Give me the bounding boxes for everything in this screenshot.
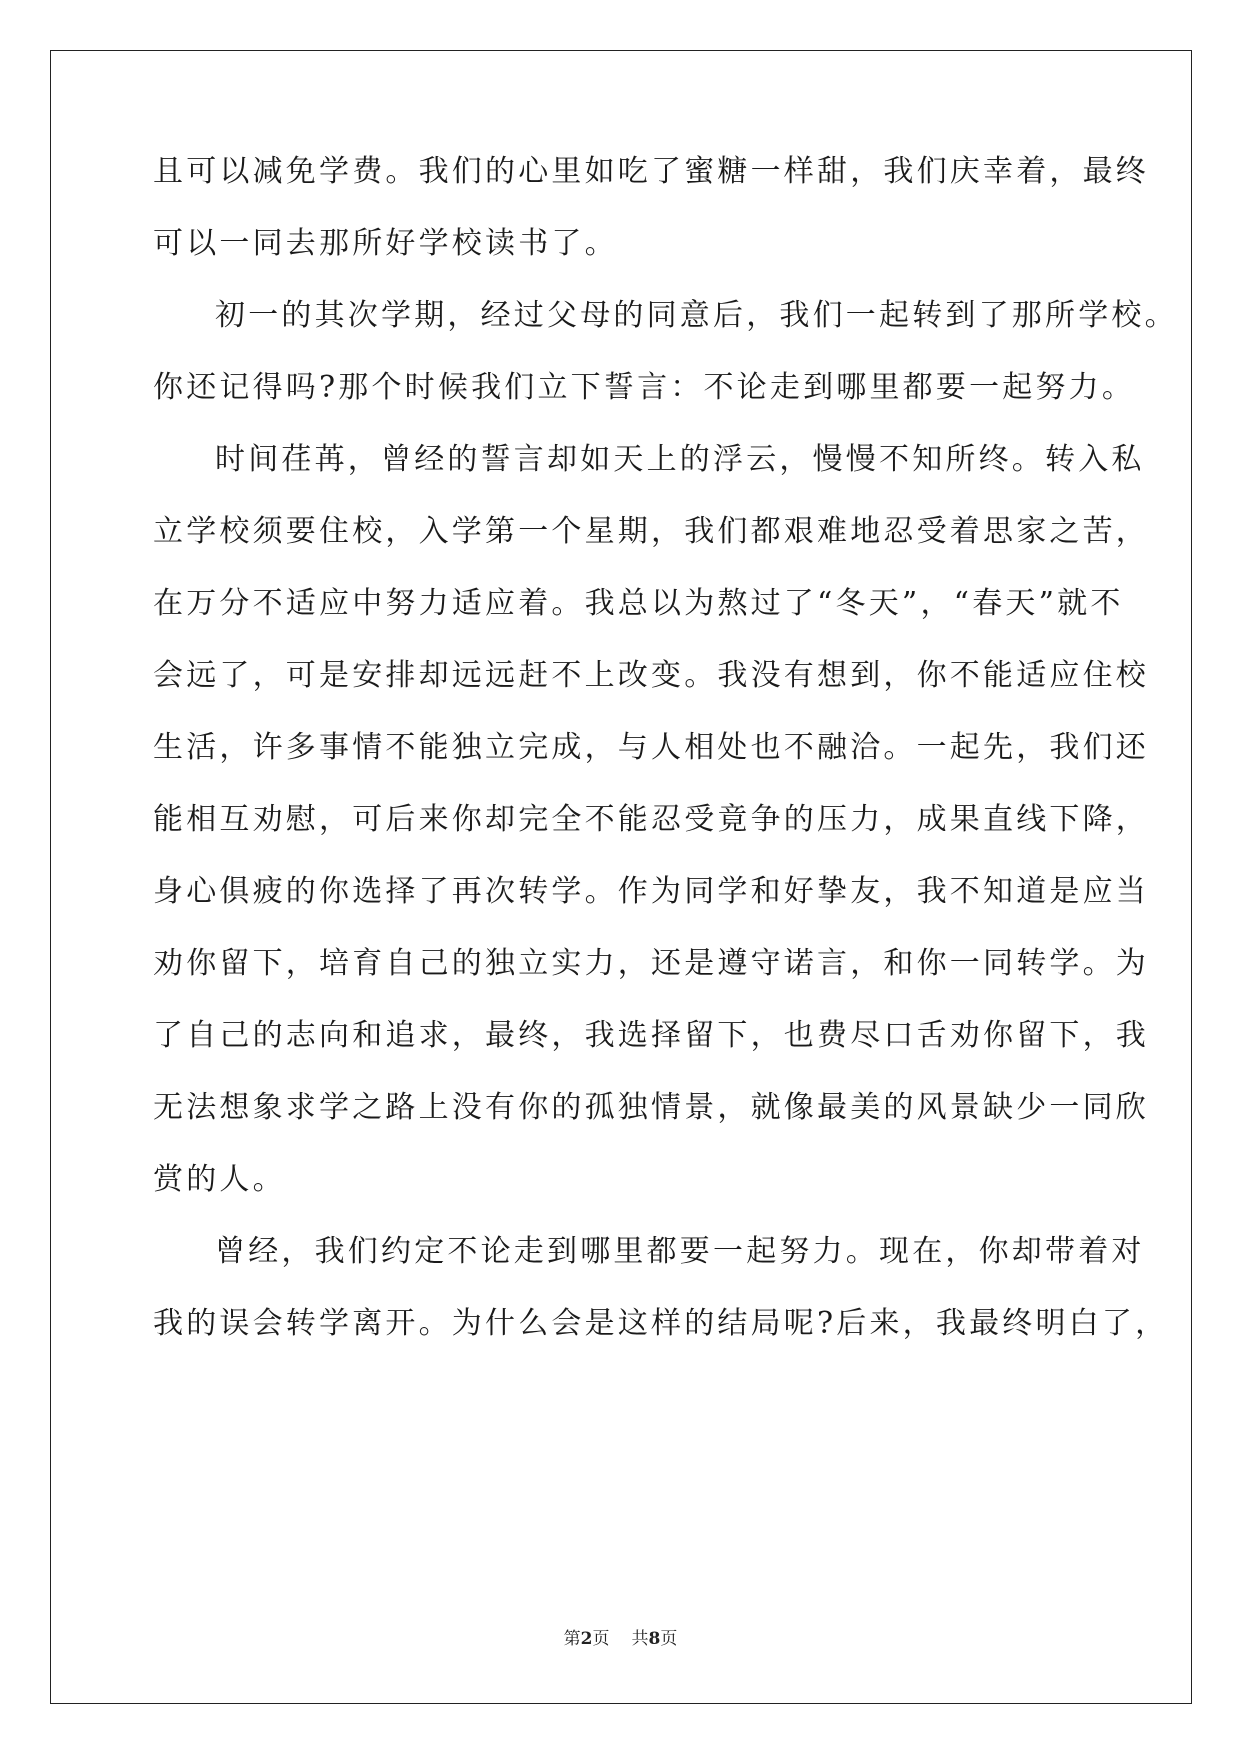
text-line: 无法想象求学之路上没有你的孤独情景，就像最美的风景缺少一同欣: [153, 1090, 1149, 1125]
text-line: 可以一同去那所好学校读书了。: [153, 226, 618, 261]
paragraph-start-line: 时间荏苒，曾经的誓言却如天上的浮云，慢慢不知所终。转入私: [215, 442, 1145, 477]
text-line: 身心俱疲的你选择了再次转学。作为同学和好挚友，我不知道是应当: [153, 874, 1149, 909]
text-line: 赏的人。: [153, 1162, 286, 1197]
text-line: 劝你留下，培育自己的独立实力，还是遵守诺言，和你一同转学。为: [153, 946, 1149, 981]
current-page-number: 2: [580, 1629, 593, 1649]
page-footer: [0, 1628, 1241, 1650]
text-line: 且可以减免学费。我们的心里如吃了蜜糖一样甜，我们庆幸着，最终: [153, 154, 1149, 189]
text-line: 你还记得吗?那个时候我们立下誓言：不论走到哪里都要一起努力。: [153, 370, 1136, 405]
text-line: 我的误会转学离开。为什么会是这样的结局呢?后来，我最终明白了，: [153, 1306, 1169, 1341]
paragraph-start-line: 初一的其次学期，经过父母的同意后，我们一起转到了那所学校。: [215, 298, 1178, 333]
text-line: 在万分不适应中努力适应着。我总以为熬过了“冬天”，“春天”就不: [153, 586, 1124, 621]
text-line: 能相互劝慰，可后来你却完全不能忍受竟争的压力，成果直线下降，: [153, 802, 1149, 837]
paragraph-start-line: 曾经，我们约定不论走到哪里都要一起努力。现在，你却带着对: [215, 1234, 1145, 1269]
text-line: 立学校须要住校，入学第一个星期，我们都艰难地忍受着思家之苦，: [153, 514, 1149, 549]
text-line: 了自己的志向和追求，最终，我选择留下，也费尽口舌劝你留下，我: [153, 1018, 1149, 1053]
page-prefix: 第: [563, 1629, 581, 1649]
total-suffix: 页: [660, 1629, 678, 1649]
total-prefix: 共: [631, 1629, 649, 1649]
page-suffix: 页: [592, 1629, 610, 1649]
text-line: 生活，许多事情不能独立完成，与人相处也不融洽。一起先，我们还: [153, 730, 1149, 765]
total-page-count: 8: [648, 1629, 661, 1649]
text-line: 会远了，可是安排却远远赶不上改变。我没有想到，你不能适应住校: [153, 658, 1149, 693]
